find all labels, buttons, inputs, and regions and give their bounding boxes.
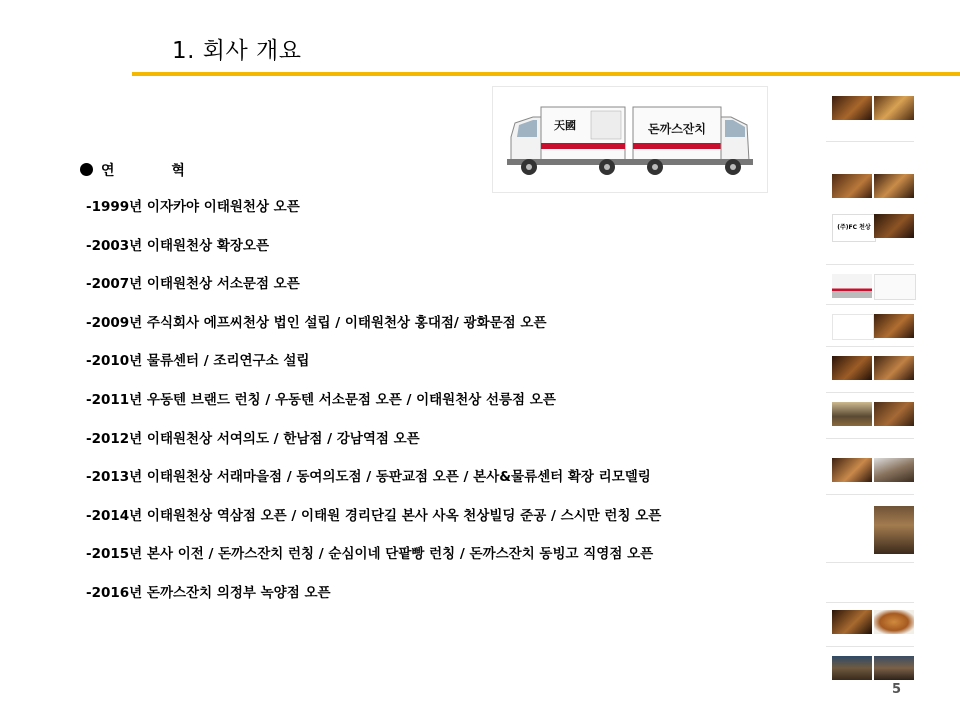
history-item: -2014년 이태원천상 역삼점 오픈 / 이태원 경리단길 본사 사옥 천상빌딩 준공 / 스시만 런칭 오픈 <box>86 507 662 524</box>
building-photo <box>874 506 914 554</box>
history-item: -2013년 이태원천상 서래마을점 / 동여의도점 / 동판교점 오픈 / 본사&물류센터 확장 리모델링 <box>86 469 651 486</box>
thumb-divider <box>826 392 914 393</box>
history-item: -2009년 주식회사 에프씨천상 법인 설립 / 이태원천상 홍대점/ 광화문점 오픈 <box>86 314 547 331</box>
logo-thumbnail <box>874 274 916 300</box>
store-photo <box>832 96 872 120</box>
section-label: 연 혁 <box>101 163 211 179</box>
store-photo <box>874 356 914 380</box>
store-photo <box>874 314 914 338</box>
store-photo <box>832 356 872 380</box>
thumb-divider <box>826 141 914 142</box>
history-item: -2012년 이태원천상 서여의도 / 한남점 / 강남역점 오픈 <box>86 430 420 447</box>
store-photo <box>832 174 872 198</box>
slide-title: 1. 회사 개요 <box>172 38 302 64</box>
logo-thumbnail <box>832 314 874 340</box>
right-truck-sign: 돈까스잔치 <box>648 122 706 136</box>
thumb-divider <box>826 346 914 347</box>
history-item: -1999년 이자카야 이태원천상 오픈 <box>86 199 300 215</box>
building-photo <box>874 458 914 482</box>
history-list <box>86 198 661 623</box>
history-item: -2003년 이태원천상 확장오픈 <box>86 237 269 254</box>
history-item: -2010년 물류센터 / 조리연구소 설립 <box>86 353 310 370</box>
delivery-trucks-image <box>492 86 768 193</box>
history-item: -2016년 돈까스잔치 의정부 녹양점 오픈 <box>86 584 331 601</box>
history-item: -2011년 우동텐 브랜드 런칭 / 우동텐 서소문점 오픈 / 이태원천상 선릉점 오픈 <box>86 391 556 408</box>
thumb-divider <box>826 602 914 603</box>
bullet-icon <box>80 163 93 176</box>
thumb-divider <box>826 438 914 439</box>
title-underline <box>132 72 960 76</box>
store-photo <box>874 402 914 426</box>
thumb-divider <box>826 562 914 563</box>
store-photo <box>832 656 872 680</box>
truck-thumbnail <box>832 274 872 298</box>
left-truck <box>507 107 629 175</box>
right-truck <box>629 107 753 175</box>
store-photo <box>832 610 872 634</box>
store-photo <box>832 458 872 482</box>
history-item: -2015년 본사 이전 / 돈까스잔치 런칭 / 순심이네 단팥빵 런칭 / 돈까스잔치 동빙고 직영점 오픈 <box>86 546 654 563</box>
thumb-divider <box>826 304 914 305</box>
store-photo <box>874 96 914 120</box>
thumb-divider <box>826 264 914 265</box>
store-photo <box>874 214 914 238</box>
page-number: 5 <box>892 682 902 697</box>
section-header <box>80 160 211 180</box>
thumb-divider <box>826 646 914 647</box>
food-photo <box>874 610 914 634</box>
store-photo <box>874 656 914 680</box>
left-truck-sign: 天國 <box>554 119 576 132</box>
fc-logo: (주)FC 천상 <box>832 214 876 242</box>
store-photo <box>832 402 872 426</box>
store-photo <box>874 174 914 198</box>
history-item: -2007년 이태원천상 서소문점 오픈 <box>86 276 300 293</box>
thumb-divider <box>826 494 914 495</box>
